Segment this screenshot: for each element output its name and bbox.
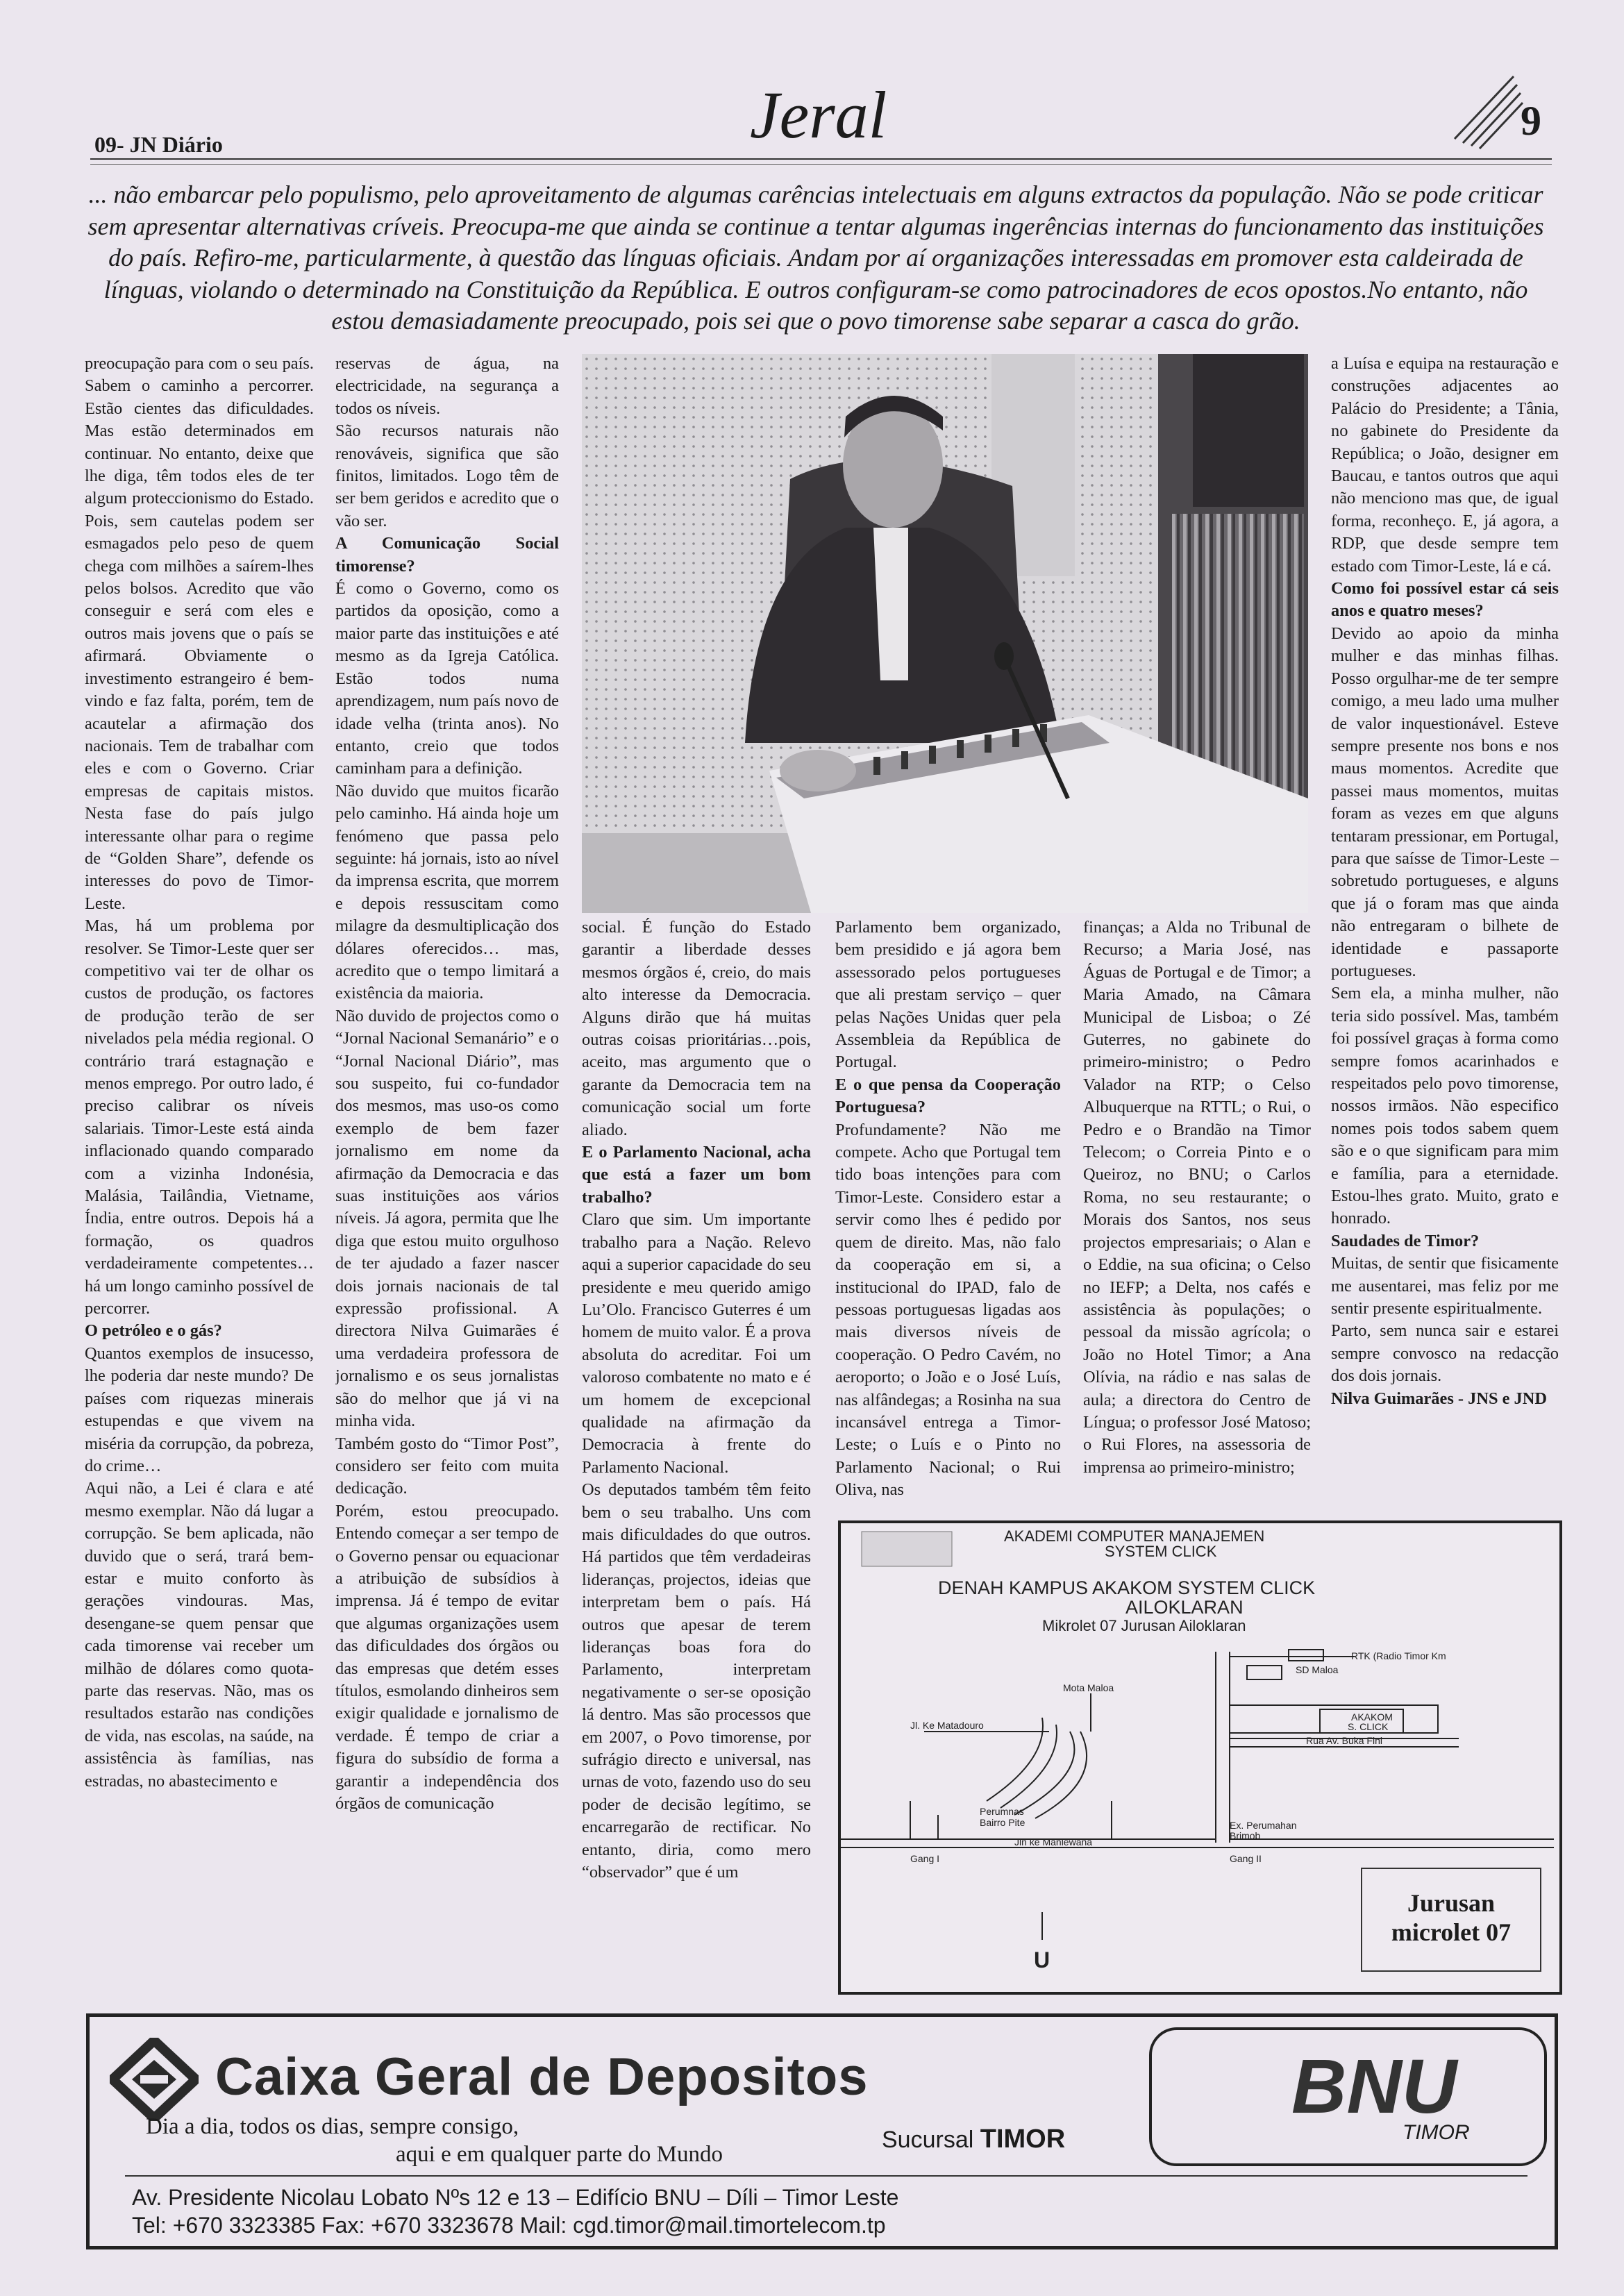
publication-name: 09- JN Diário [94, 132, 223, 157]
ad-divider [125, 2175, 1527, 2177]
section-title: Jeral [750, 78, 887, 152]
article-subheading: A Comunicação Social timorense? [335, 534, 559, 576]
bnu-logo-subtitle: TIMOR [1403, 2121, 1470, 2144]
article-paragraph: Parlamento bem organizado, bem presidido e já agora bem assessorado pelos portugueses que ali prestam serviço – quer pelas Nações Unidas quer pela Assembleia da República de Portugal. [835, 918, 1061, 1072]
bank-contact [132, 2184, 898, 2239]
header-rule-thin [90, 164, 1552, 165]
map-label-north: U [1034, 1947, 1050, 1972]
article-paragraph: Mas, há um problema por resolver. Se Timor-Leste quer ser competitivo vai ter de olhar os custos de produção, os factores de produção terão de ser nivelados pela média regional. O contrário trará estagnação e menos emprego. Por outro lado, é preciso calibrar os níveis salariais. Timor-Leste está ainda inflacionado quando comparado com a vizinha Indonésia, Malásia, Tailândia, Vietname, Índia, entre outros. Depois há a formação, os quadros verdadeiramente competentes… há um longo caminho possível de percorrer. [85, 916, 314, 1318]
bnu-logo: BNU [1291, 2044, 1457, 2129]
article-paragraph: Porém, estou preocupado. Entendo começar a ser tempo de o Governo pensar ou equacionar a atribuição de subsídios à imprensa. Já é tempo de evitar que algumas organizações usem das dificuldades dos órgãos ou das empresas que detém esses títulos, esmolando dinheiros sem exigir qualidade e jornalismo de verdade. É tempo de criar a figura do subsídio de forma a garantir a independência dos órgãos de comunicação [335, 1501, 559, 1813]
bank-phone-fax-mail: Tel: +670 3323385 Fax: +670 3323678 Mail: cgd.timor@mail.timortelecom.tp [132, 2213, 886, 2238]
sucursal-text: Sucursal [882, 2127, 974, 2153]
article-paragraph: Parto, sem nunca sair e estarei sempre convosco na redacção dos dois jornais. [1331, 1321, 1559, 1386]
man-at-mixing-desk-image [582, 354, 1308, 913]
map-label-manlewana: Jln ke Manlewana [1014, 1836, 1093, 1847]
article-column-6 [1331, 353, 1559, 1519]
map-label-akakom: AKAKOM [1351, 1711, 1393, 1723]
map-label-buka-fini: Rua Av. Buka Fini [1306, 1735, 1382, 1746]
map-title-1: AKADEMI COMPUTER MANAJEMEN [1004, 1527, 1265, 1545]
bank-slogan-line-2: aqui e em qualquer parte do Mundo [396, 2142, 723, 2167]
article-column-2 [335, 353, 559, 1998]
interview-photo [582, 354, 1308, 913]
map-label-brimob: Brimob [1230, 1830, 1261, 1841]
article-subheading: O petróleo e o gás? [85, 1321, 222, 1341]
article-paragraph: social. É função do Estado garantir a liberdade desses mesmos órgãos é, creio, do mais alto interesse da Democracia. Alguns dirão que há muitas outras coisas prioritárias…pois, aceito, mas argumento que o garante da Democracia tem na comunicação social um forte aliado. [582, 918, 811, 1139]
article-subheading: Como foi possível estar cá seis anos e quatro meses? [1331, 579, 1559, 621]
map-label-gang-2: Gang II [1230, 1853, 1262, 1864]
section-slashes-icon [1448, 69, 1524, 153]
article-column-1 [85, 353, 314, 1998]
article-paragraph: Claro que sim. Um importante trabalho para a Nação. Relevo aqui a superior capacidade do seu presidente e meu querido amigo Lu’Olo. Francisco Guterres é um homem de muito valor. É a prova absoluta do acreditar. Foi um valoroso combatente no mato e é um homem de excepcional qualidade na afirmação da Democracia à frente do Parlamento Nacional. [582, 1210, 811, 1477]
cgd-logo-icon [110, 2038, 199, 2121]
article-paragraph: reservas de água, na electricidade, na segurança a todos os níveis. [335, 354, 559, 418]
article-column-4 [835, 916, 1061, 1514]
map-label-sclick: S. CLICK [1348, 1721, 1389, 1732]
sucursal-label [882, 2125, 1065, 2154]
article-paragraph: Muitas, de sentir que fisicamente me ausentarei, mas feliz por me sentir presente espiritualmente. [1331, 1254, 1559, 1318]
article-paragraph: São recursos naturais não renováveis, significa que são finitos, limitados. Logo têm de ser bem geridos e acredito que o vão ser. [335, 421, 559, 530]
article-paragraph: É como o Governo, como os partidos da oposição, como a maior parte das instituições e até mesmo as da Igreja Católica. Estão todos numa aprendizagem, num país novo de idade velha (trinta anos). No entanto, creio que todos caminham para a definição. [335, 579, 559, 778]
map-label-matadouro: Jl. Ke Matadouro [910, 1720, 984, 1731]
jurusan-line-2: microlet 07 [1391, 1918, 1512, 1946]
article-subheading: E o que pensa da Cooperação Portuguesa? [835, 1075, 1061, 1117]
jurusan-line-1: Jurusan [1407, 1889, 1496, 1917]
jurusan-box [1361, 1868, 1541, 1972]
map-label-mota-maloa: Mota Maloa [1063, 1682, 1114, 1693]
map-label-gang-1: Gang I [910, 1853, 940, 1864]
article-paragraph: Quantos exemplos de insucesso, lhe poderia dar neste mundo? De países com riquezas minerais estupendas e que vivem na miséria da corrupção, da pobreza, do crime… [85, 1343, 314, 1475]
bank-name: Caixa Geral de Depositos [215, 2047, 869, 2106]
map-label-bairro-pite: Bairro Pite [980, 1817, 1026, 1828]
article-column-3 [582, 916, 811, 2000]
sucursal-place: TIMOR [980, 2125, 1066, 2154]
map-label-ex-perumahan: Ex. Perumahan [1230, 1820, 1297, 1831]
article-subheading: Saudades de Timor? [1331, 1231, 1480, 1250]
map-heading-1: DENAH KAMPUS AKAKOM SYSTEM CLICK [938, 1577, 1316, 1598]
bank-slogan-line-1: Dia a dia, todos os dias, sempre consigo, [146, 2114, 519, 2139]
article-paragraph: Os deputados também têm feito bem o seu trabalho. Uns com mais dificuldades do que outros. Há partidos que têm verdadeiras lideranças, projectos, ideias que interpretam bem o país. Há outros que apesar de terem lideranças boas fora do Parlamento, interpretam negativamente o ser-se oposição lá dentro. Mas são processos que em 2007, o Povo timorense, por sufrágio directo e universal, nas urnas de voto, fazendo uso do seu poder de decisão legítimo, se encarregarão de rectificar. No entanto, diria, como mero “observador” que é um [582, 1480, 811, 1882]
header-rule [90, 158, 1552, 160]
article-paragraph: Sem ela, a minha mulher, não teria sido possível. Mas, também foi possível graças à forma como sempre fomos acarinhados e respeitados pelo povo timorense, nossos irmãos. Não especifico nomes pois todos sabem quem são e o que significam para mim e família, para a eternidade. Estou-lhes grato. Muito, grato e honrado. [1331, 984, 1559, 1228]
article-paragraph: Aqui não, a Lei é clara e até mesmo exemplar. Não dá lugar a corrupção. Se bem aplicada, não duvido que o será, trará bem-estar e muito conforto às gerações vindouras. Mas, desengane-se quem pensar que cada timorense vai receber um milhão de dólares como quota-parte das reservas. Não, mas os resultados estarão nas condições de vida, nas escolas, na saúde, na assistência às famílias, nas estradas, no abastecimento e [85, 1479, 314, 1791]
lead-quote: ... não embarcar pelo populismo, pelo aproveitamento de algumas carências intelectuais em alguns extractos da população. Não se pode criticar sem apresentar alternativas críveis. Preocupa-me que ainda se continue a tentar algumas ingerências internas do funcionamento das instituições do país. Refiro-me, particularmente, à questão das línguas oficiais. Andam por aí organizações interessadas em promover esta caldeirada de línguas, violando o determinado na Constituição da República. E outros configuram-se como patrocinadores de ecos opostos.No entanto, não estou demasiadamente preocupado, pois sei que o povo timorense sabe separar a casca do grão. [87, 181, 1544, 335]
map-label-perumnas: Perumnas [980, 1806, 1024, 1817]
article-paragraph: Não duvido que muitos ficarão pelo caminho. Há ainda hoje um fenómeno que passa pelo seguinte: há jornais, isto ao nível da imprensa escrita, que morrem e depois ressuscitam como milagre da desmultiplicação dos dólares oferecidos… mas, acredito que o tempo limitará a existência da maioria. [335, 781, 559, 1003]
article-paragraph: finanças; a Alda no Tribunal de Recurso; a Maria José, nas Águas de Portugal e de Timor; a Maria Amado, na Câmara Municipal de Lisboa; o Zé Guterres, no gabinete do primeiro-ministro; o Pedro Valador na RTP; o Celso Albuquerque na RTTL; o Rui, o Pedro e o Brandão na Timor Telecom; o Correia Pinto e o Queiroz, no BNU; o Carlos Roma, no seu restaurante; o Morais dos Santos, nos seus projectos empresariais; o Alan e o Eddie, na sua oficina; o Celso no IEFP; a Delta, nos cafés e assistência às populações; o pessoal da missão agrícola; o João no Hotel Timor; a Ana Olívia, na rádio e nas salas de aula; a directora do Centro de Língua; o professor José Matoso; o Rui Flores, na assessoria de imprensa ao primeiro-ministro; [1083, 918, 1311, 1477]
map-subheading: Mikrolet 07 Jurusan Ailoklaran [1042, 1617, 1246, 1634]
map-title-2: SYSTEM CLICK [1105, 1543, 1217, 1560]
article-paragraph: preocupação para com o seu país. Sabem o caminho a percorrer. Estão cientes das dificuldades. Mas estão determinados em continuar. No entanto, deixe que lhe diga, têm todos eles de ter algum proteccionismo do Estado. Pois, sem cautelas podem ser esmagados pelo peso de quem chega com milhões a saírem-lhes pelos bolsos. Acredito que vão conseguir e será com eles e outros mais jovens que o país se afirmará. Obviamente o investimento estrangeiro é bem-vindo e faz falta, porém, tem de acautelar a afirmação dos nacionais. Tem de trabalhar com eles e com o Governo. Criar empresas de capitais mistos. Nesta fase do país julgo interessante olhar para o regime de “Golden Share”, defende os interesses do povo de Timor-Leste. [85, 354, 314, 913]
article-column-5 [1083, 916, 1311, 1514]
article-subheading: Nilva Guimarães - JNS e JND [1331, 1389, 1547, 1408]
bank-address: Av. Presidente Nicolau Lobato Nºs 12 e 13 – Edifício BNU – Díli – Timor Leste [132, 2185, 899, 2210]
page-number: 9 [1521, 98, 1541, 144]
article-subheading: E o Parlamento Nacional, acha que está a fazer um bom trabalho? [582, 1143, 811, 1207]
article-paragraph: a Luísa e equipa na restauração e construções adjacentes ao Palácio do Presidente; a Tânia, no gabinete do Presidente da República; o João, designer em Baucau, e tantos outros que aqui não menciono mas que, de igual forma, reconheço. E, já agora, a RDP, que desde sempre tem estado com Timor-Leste, lá e cá. [1331, 354, 1559, 576]
map-label-sd: SD Maloa [1296, 1664, 1339, 1675]
article-paragraph: Profundamente? Não me compete. Acho que Portugal tem tido boas intenções para com Timor-Leste. Considero estar a servir como lhes é pedido por quem de direito. Mas, não falo da cooperação em si, a institucional do IPAD, falo de pessoas portuguesas ligadas aos mais diversos níveis de cooperação. O Pedro Cavém, no aeroporto; o João e o José Luís, nas alfândegas; a Rosinha na sua incansável entrega a Timor-Leste; o Luís e o Pinto no Parlamento Nacional; o Rui Oliva, nas [835, 1120, 1061, 1500]
map-heading-2: AILOKLARAN [1125, 1597, 1244, 1618]
article-paragraph: Também gosto do “Timor Post”, considero ser feito com muita dedicação. [335, 1434, 559, 1498]
article-paragraph: Devido ao apoio da minha mulher e das minhas filhas. Posso orgulhar-me de ter sempre comigo, a meu lado uma mulher de valor inquestionável. Esteve sempre presente nos bons e nos maus momentos. Acredite que passei maus momentos, muitas foram as vezes em que alguns tentaram pressionar, em Portugal, para que saísse de Timor-Leste – sobretudo portugueses, e alguns que já o foram mas que ainda não entregaram o bilhete de identidade e passaporte portugueses. [1331, 623, 1559, 980]
article-paragraph: Não duvido de projectos como o “Jornal Nacional Semanário” e o “Jornal Nacional Diário”, mas sou suspeito, fui co-fundador dos mesmos, mas uso-os como exemplo de bem fazer jornalismo em nome da afirmação da Democracia e das suas instituições aos vários níveis. Já agora, permita que lhe diga que estou muito orgulhoso de ter ajudado a fazer nascer dois jornais nacionais de tal expressão profissional. A directora Nilva Guimarães é uma verdadeira professora de jornalismo e os seus jornalistas são do melhor que já vi na minha vida. [335, 1006, 559, 1431]
map-label-rtk: RTK (Radio Timor Km [1351, 1650, 1446, 1661]
